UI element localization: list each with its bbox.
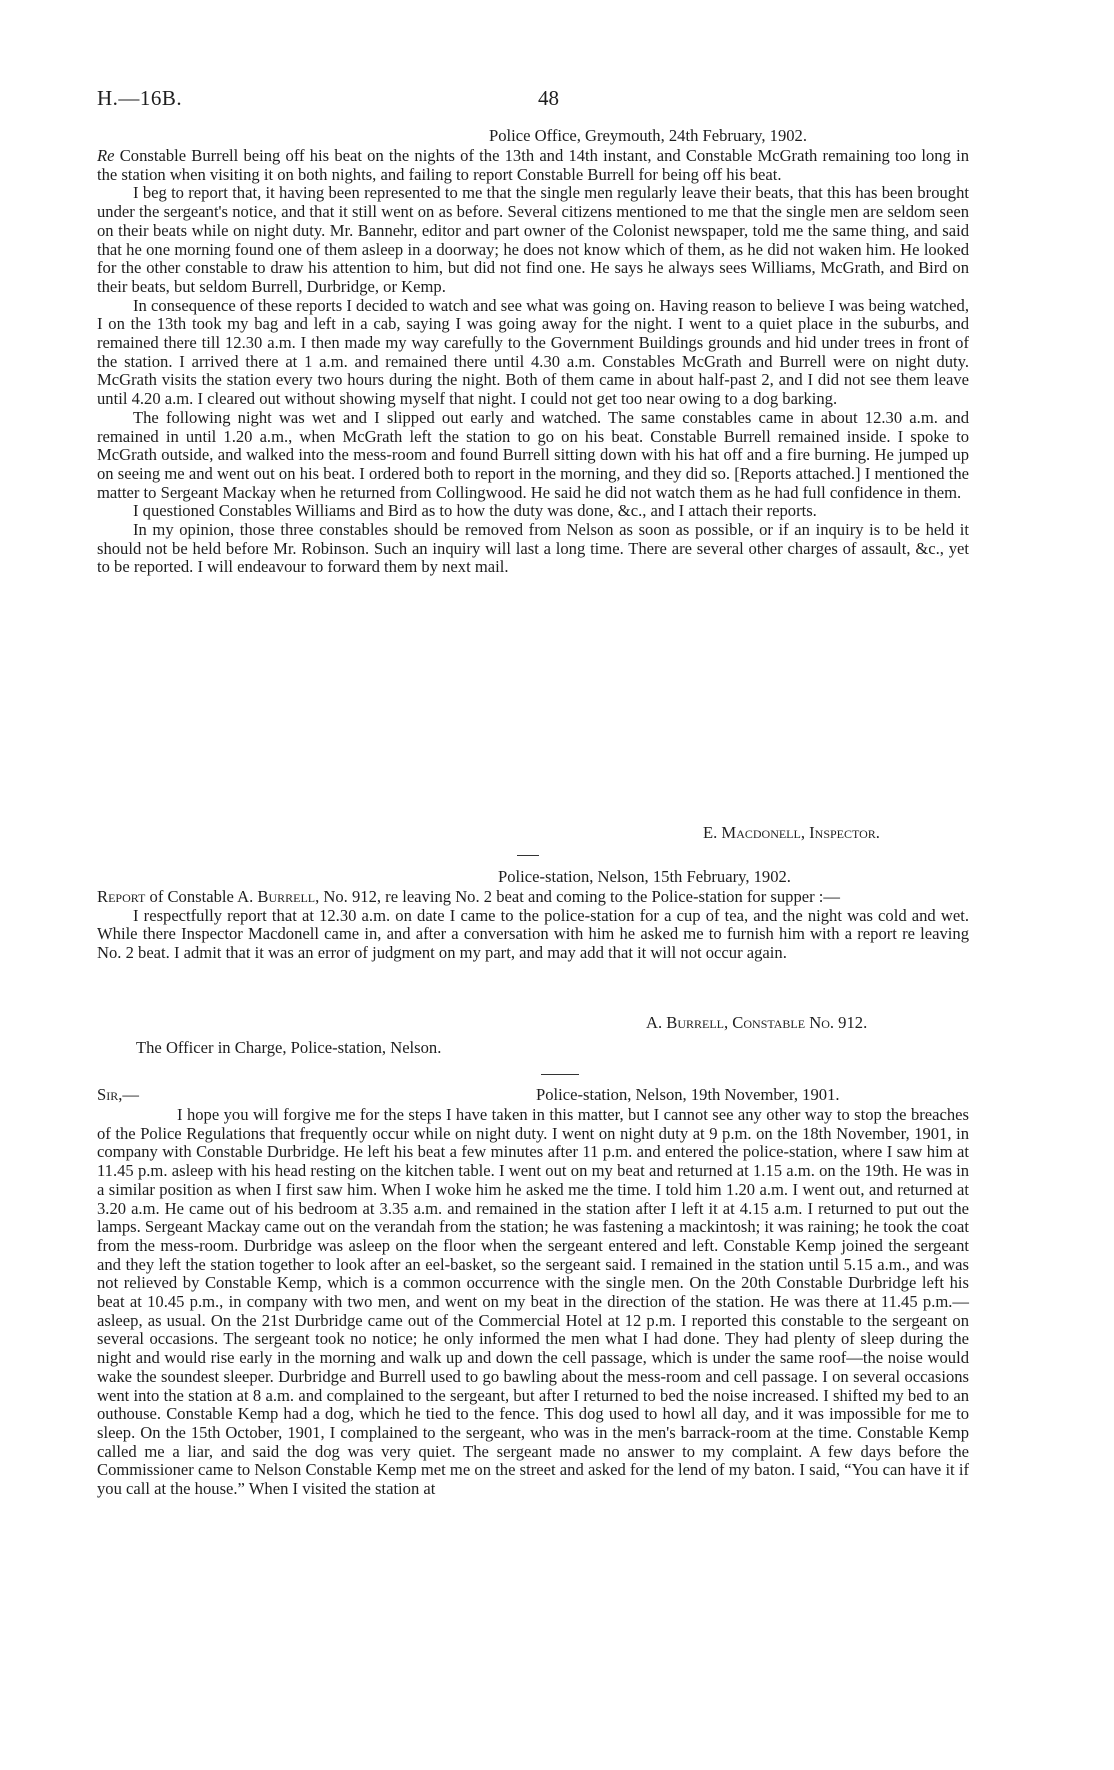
letter2-paragraph: I respectfully report that at 12.30 a.m. on date I came to the police-station for a cup of tea, and the night was cold and wet. While there Inspector Macdonell came in, and after a conversation with him he asked me to furnish him with a report re leaving No. 2 beat. I admit that it was an error of judgment on my part, and may add that it will not occur again.: [97, 905, 969, 963]
report-word: Report: [97, 887, 146, 906]
letter2-heading: [97, 888, 969, 907]
document-reference: H.—16B.: [97, 86, 183, 110]
section-divider: [541, 1074, 579, 1075]
letter3-body: [97, 1106, 969, 1499]
letter1-signature: E. Macdonell, Inspector.: [703, 823, 880, 842]
report-name: Burrell: [257, 887, 316, 906]
letter1-dateline: Police Office, Greymouth, 24th February, 1902.: [489, 126, 807, 145]
letter1-paragraph: I beg to report that, it having been represented to me that the single men regularly leave their beats, that this has been brought under the sergeant's notice, and that it still went on as before. Several citizens mentioned to me that the single men are seldom seen on their beats while on night duty. Mr. Bannehr, editor and part owner of the Colonist newspaper, told me the same thing, and said that he one morning found one of them asleep in a doorway; he does not know which of them, as he did not waken him. He looked for the other constable to draw his attention to him, but did not find one. He says he always sees Williams, McGrath, and Bird on their beats, but seldom Burrell, Durbridge, or Kemp.: [97, 183, 969, 296]
letter3-dateline: Police-station, Nelson, 19th November, 1901.: [536, 1085, 840, 1104]
letter2-signature: A. Burrell, Constable No. 912.: [646, 1013, 868, 1032]
section-divider: [517, 855, 539, 856]
letter1-subject-text: Constable Burrell being off his beat on the nights of the 13th and 14th instant, and Constable McGrath remaining too long in the station when visiting it on both nights, and failing to report Constable Burrell for being off his beat.: [97, 146, 970, 184]
letter1-paragraph: In my opinion, those three constables should be removed from Nelson as soon as possible, or if an inquiry is to be held it should not be held before Mr. Robinson. Such an inquiry will last a long time. There are several other charges of assault, &c., yet to be reported. I will endeavour to forward them by next mail.: [97, 520, 969, 577]
letter1-body: [97, 147, 969, 577]
re-prefix: Re: [97, 146, 115, 165]
report-mid: of Constable A.: [149, 887, 254, 906]
letter1-paragraph: The following night was wet and I slipped out early and watched. The same constables came in about 12.30 a.m. and remained in until 1.20 a.m., when McGrath left the station to go on his beat. Constable Burrell remained inside. I spoke to McGrath outside, and walked into the mess-room and found Burrell sitting down with his hat off and a fire burning. He jumped up on seeing me and went out on his beat. I ordered both to report in the morning, and they did so. [Reports attached.] I mentioned the matter to Sergeant Mackay when he returned from Collingwood. He said he did not watch them as he had full confidence in them.: [97, 407, 969, 502]
letter3-paragraph: I hope you will forgive me for the steps I have taken in this matter, but I cannot see any other way to stop the breaches of the Police Regulations that frequently occur while on night duty. I went on night duty at 9 p.m. on the 18th November, 1901, in company with Constable Durbridge. He left his beat a few minutes after 11 p.m. and entered the police-station, where I saw him at 11.45 p.m. asleep with his head resting on the kitchen table. I went out on my beat and returned at 1.15 a.m. on the 19th. He was in a similar position as when I first saw him. When I woke him he asked me the time. I told him 1.20 a.m. I went out, and returned at 3.20 a.m. He came out of his bedroom at 3.35 a.m. and remained in the station after I left it at 4.15 a.m. I returned to put out the lamps. Sergeant Mackay came out on the verandah from the station; he was fastening a mackintosh; it was raining; he took the coat from the mess-room. Durbridge was asleep on the floor when the sergeant entered and left. Constable Kemp joined the sergeant and they left the station together to look after an eel-basket, so the sergeant said. I remained in the station until 5.15 a.m., and was not relieved by Constable Kemp, which is a common occurrence with the single men. On the 20th Constable Durbridge left his beat at 10.45 p.m., in company with two men, and went on my beat in the direction of the station. He was there at 11.45 p.m.—asleep, as usual. On the 21st Durbridge came out of the Commercial Hotel at 12 p.m. I reported this constable to the sergeant on several occasions. The sergeant took no notice; he only informed the men what I had done. They had plenty of sleep during the night and would rise early in the morning and walk up and down the cell passage, which is under the same roof—the noise would wake the soundest sleeper. Durbridge and Burrell used to go bawling about the mess-room and cell passage. I on several occasions went into the station at 8 a.m. and complained to the sergeant, but after I returned to bed the noise increased. I shifted my bed to an outhouse. Constable Kemp had a dog, which he tied to the fence. This dog used to howl all day, and it was impossible for me to sleep. On the 15th October, 1901, I complained to the sergeant, who was in the men's barrack-room at the time. Constable Kemp called me a liar, and said the dog was very quiet. The sergeant made no answer to my complaint. A few days before the Commissioner came to Nelson Constable Kemp met me on the street and asked for the lend of my baton. I said, “You can have it if you call at the house.” When I visited the station at: [97, 1105, 969, 1499]
letter1-paragraph: I questioned Constables Williams and Bird as to how the duty was done, &c., and I attach their reports.: [133, 501, 817, 521]
page-number: 48: [538, 86, 559, 110]
letter2-dateline: Police-station, Nelson, 15th February, 1902.: [498, 867, 791, 886]
letter1-paragraph: In consequence of these reports I decided to watch and see what was going on. Having reason to believe I was being watched, I on the 13th took my bag and left in a cab, saying I was going away for the night. I went to a quiet place in the suburbs, and remained there till 12.30 a.m. I then made my way carefully to the Government Buildings grounds and hid under trees in front of the station. I arrived there at 1 a.m. and remained there until 4.30 a.m. Constables McGrath and Burrell were on night duty. McGrath visits the station every two hours during the night. Both of them came in about half-past 2, and I did not see them leave until 4.20 a.m. I cleared out without showing myself that night. I could not get too near owing to a dog barking.: [97, 295, 969, 409]
report-rest: , No. 912, re leaving No. 2 beat and coming to the Police-station for supper :—: [315, 887, 841, 906]
letter3-salutation: Sir,—: [97, 1085, 139, 1104]
letter2-body: [97, 888, 969, 963]
letter1-subject: [97, 147, 969, 184]
letter2-addressee: The Officer in Charge, Police-station, Nelson.: [136, 1038, 442, 1057]
